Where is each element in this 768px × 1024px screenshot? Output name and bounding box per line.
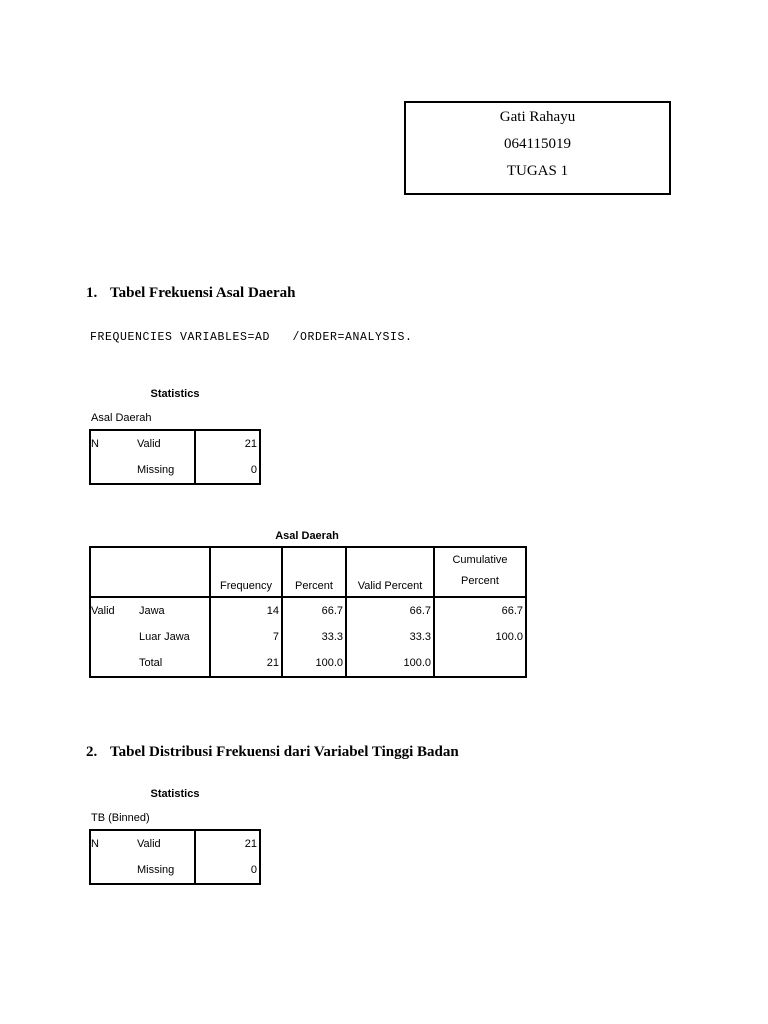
table-row bbox=[90, 830, 260, 857]
row-value: 21 bbox=[195, 830, 260, 857]
cumulative-percent-cell: 66.7 bbox=[434, 597, 526, 624]
row-label: Luar Jawa bbox=[139, 631, 190, 643]
table-row bbox=[90, 597, 526, 624]
row-label: Missing bbox=[137, 464, 175, 476]
statistics-table-2 bbox=[89, 829, 261, 885]
frequency-table-title: Asal Daerah bbox=[275, 530, 339, 542]
table-row bbox=[90, 430, 260, 457]
header-percent: Percent bbox=[282, 547, 346, 597]
frequency-cell: 7 bbox=[210, 624, 282, 650]
empty-cell bbox=[90, 457, 135, 484]
section-1-number: 1. bbox=[86, 285, 98, 301]
empty-cell bbox=[90, 857, 135, 884]
cumulative-percent-cell: 100.0 bbox=[434, 624, 526, 650]
percent-cell: 100.0 bbox=[282, 650, 346, 677]
n-label: N bbox=[91, 438, 99, 450]
section-2-heading bbox=[86, 744, 459, 761]
statistics-title-2: Statistics bbox=[150, 788, 200, 800]
valid-percent-cell: 66.7 bbox=[346, 597, 434, 624]
table-row bbox=[90, 624, 526, 650]
statistics-title-1: Statistics bbox=[150, 388, 200, 400]
header-frequency: Frequency bbox=[210, 547, 282, 597]
row-label: Total bbox=[139, 657, 163, 669]
section-2-title: Tabel Distribusi Frekuensi dari Variabel Tinggi Badan bbox=[110, 744, 459, 760]
table-row bbox=[90, 457, 260, 484]
valid-percent-cell: 33.3 bbox=[346, 624, 434, 650]
row-label: Jawa bbox=[139, 605, 165, 617]
frequencies-syntax: FREQUENCIES VARIABLES=AD /ORDER=ANALYSIS. bbox=[90, 331, 413, 344]
percent-cell: 33.3 bbox=[282, 624, 346, 650]
task-label: TUGAS 1 bbox=[506, 163, 569, 179]
row-label: Missing bbox=[137, 864, 175, 876]
table-row bbox=[90, 650, 526, 677]
statistics-variable-1: Asal Daerah bbox=[91, 412, 152, 424]
empty-cell bbox=[90, 624, 137, 650]
valid-percent-cell: 100.0 bbox=[346, 650, 434, 677]
table-row bbox=[90, 857, 260, 884]
section-1-title: Tabel Frekuensi Asal Daerah bbox=[110, 285, 296, 301]
section-1-heading bbox=[86, 285, 295, 302]
header-cumulative: Cumulative bbox=[452, 554, 508, 566]
statistics-variable-2: TB (Binned) bbox=[91, 812, 150, 824]
row-value: 0 bbox=[195, 457, 260, 484]
frequency-cell: 14 bbox=[210, 597, 282, 624]
row-label: Valid bbox=[137, 438, 161, 450]
frequency-table bbox=[89, 546, 527, 678]
section-2-number: 2. bbox=[86, 744, 98, 760]
n-label: N bbox=[91, 838, 99, 850]
empty-cell bbox=[137, 547, 210, 597]
author-info-box bbox=[404, 101, 671, 195]
frequency-cell: 21 bbox=[210, 650, 282, 677]
header-cumulative-percent bbox=[434, 547, 526, 597]
empty-cell bbox=[90, 547, 137, 597]
group-label: Valid bbox=[91, 605, 115, 617]
author-name: Gati Rahayu bbox=[499, 109, 576, 125]
header-cumulative-percent-label: Percent bbox=[461, 575, 499, 587]
empty-cell bbox=[90, 650, 137, 677]
statistics-table-1 bbox=[89, 429, 261, 485]
row-value: 0 bbox=[195, 857, 260, 884]
percent-cell: 66.7 bbox=[282, 597, 346, 624]
row-label: Valid bbox=[137, 838, 161, 850]
student-id: 064115019 bbox=[504, 136, 571, 152]
cumulative-percent-cell bbox=[434, 650, 526, 677]
table-header-row bbox=[90, 547, 526, 597]
row-value: 21 bbox=[195, 430, 260, 457]
header-valid-percent: Valid Percent bbox=[346, 547, 434, 597]
